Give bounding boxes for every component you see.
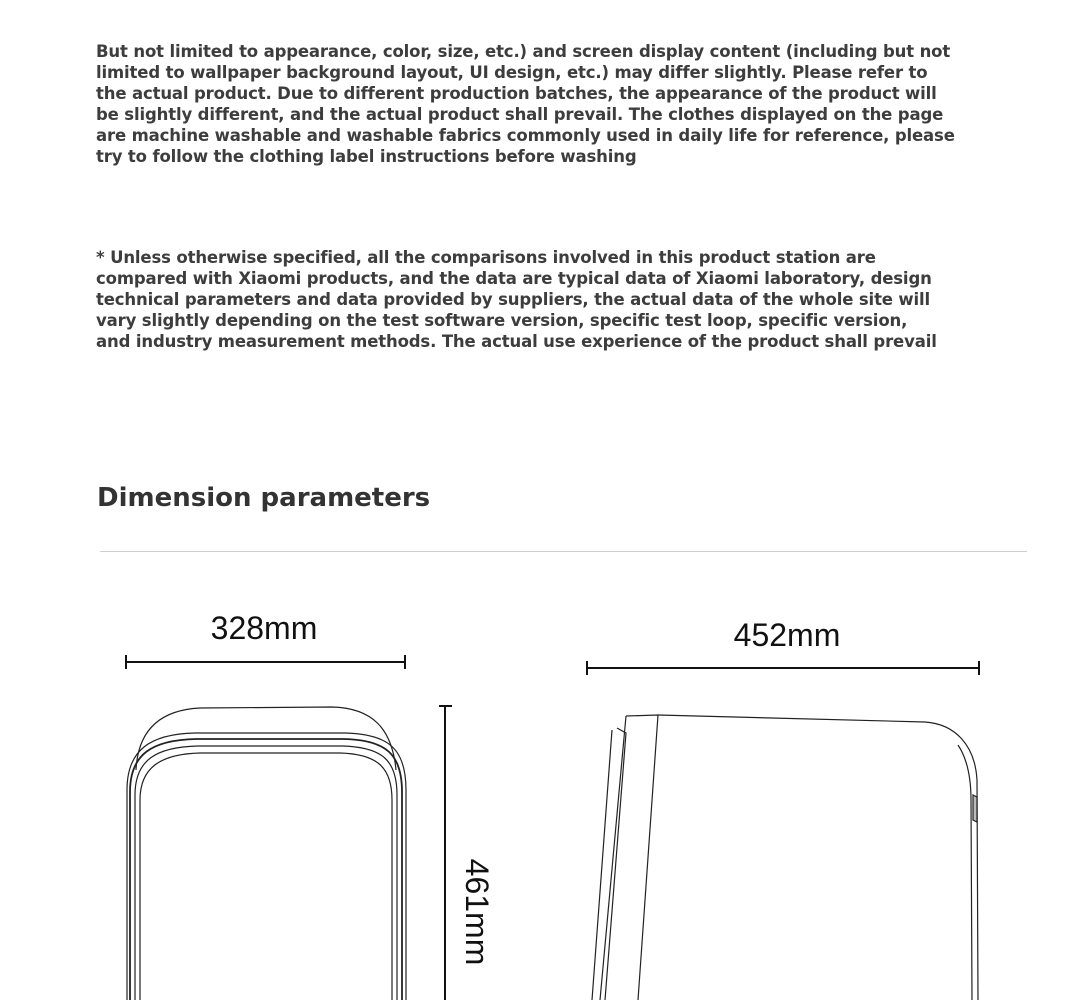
front-width-label: 328mm [210,610,318,646]
disclaimer-appearance: But not limited to appearance, color, size, etc.) and screen display content (including but not limited to wallpaper background layout, UI design, etc.) may differ slightly. Please refer to the actual product. Due to different production batches, the appearance of the product will be slightly different, and the actual product shall prevail. The clothes displayed on the page are machine washable and washable fabrics commonly used in daily life for reference, please try to follow the clothing label instructions before washing [96,42,955,166]
height-label: 461mm [459,858,495,966]
height-dimension [439,706,495,1000]
side-view-outline [592,715,978,1000]
section-title: Dimension parameters [97,483,431,513]
side-depth-dimension [587,617,979,675]
front-width-dimension [126,610,405,669]
front-view-outline [127,707,406,1000]
section-divider [100,551,1027,552]
dimension-drawing [0,560,1080,1000]
disclaimer-comparisons: * Unless otherwise specified, all the comparisons involved in this product station are compared with Xiaomi products, and the data are typical data of Xiaomi laboratory, design technical parameters and data provided by suppliers, the actual data of the whole site will vary slightly depending on the test software version, specific test loop, specific version, and industry measurement methods. The actual use experience of the product shall prevail [96,248,937,351]
side-depth-label: 452mm [733,617,841,653]
